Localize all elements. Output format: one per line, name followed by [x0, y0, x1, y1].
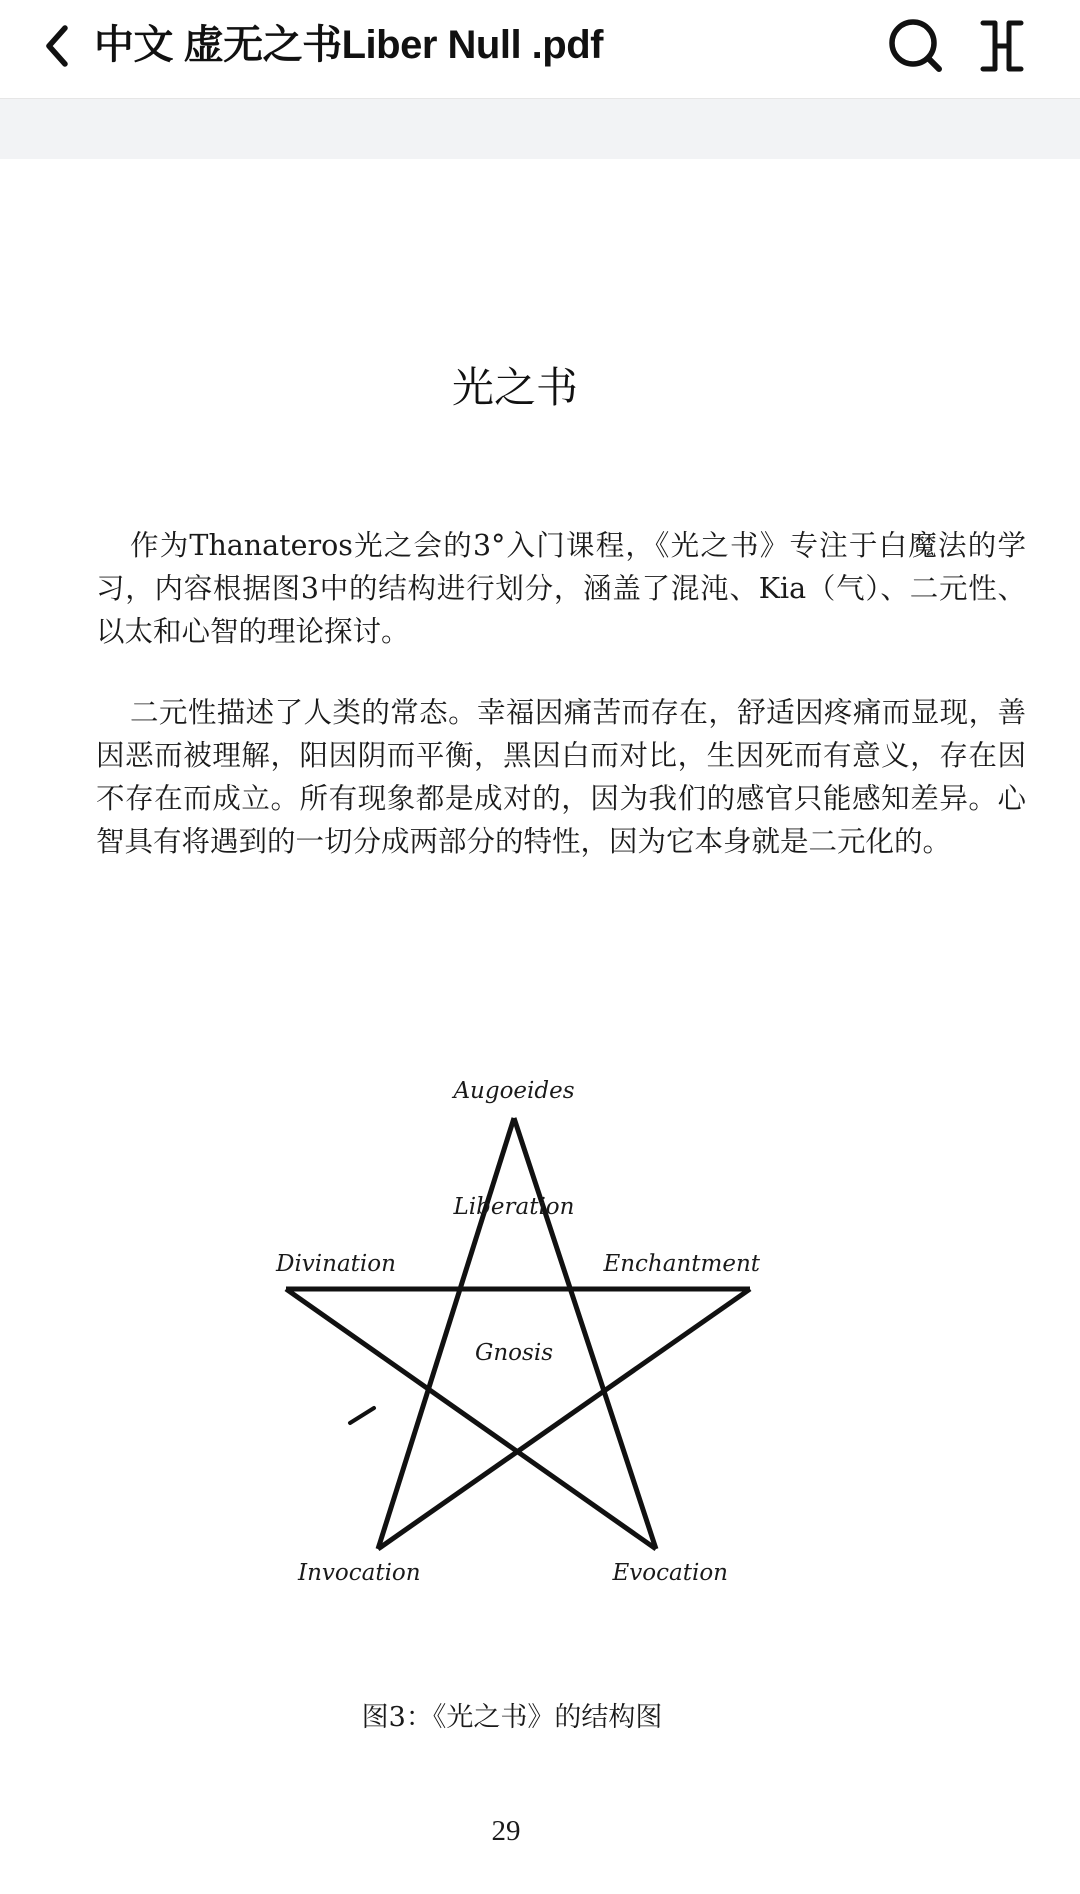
stray-mark — [350, 1408, 374, 1423]
search-icon — [886, 16, 946, 76]
pentagram-lines — [286, 1118, 750, 1549]
star-line — [378, 1289, 750, 1549]
label-evocation: Evocation — [612, 1560, 728, 1586]
search-button[interactable] — [880, 10, 952, 82]
back-button[interactable] — [28, 16, 88, 76]
label-divination: Divination — [276, 1251, 396, 1277]
label-enchantment: Enchantment — [603, 1251, 760, 1277]
label-invocation: Invocation — [298, 1560, 421, 1586]
paragraph-2: 二元性描述了人类的常态。幸福因痛苦而存在，舒适因疼痛而显现，善因恶而被理解，阳因阴而平衡，黑因白而对比，生因死而有意义，存在因不存在而成立。所有现象都是成对的，因为我们的感官只能感知差异。心智具有将遇到的一切分成两部分的特性，因为它本身就是二元化的。 — [96, 696, 1026, 858]
pentagram-diagram — [260, 1064, 780, 1594]
label-augoeides: Augoeides — [453, 1078, 575, 1104]
star-line — [286, 1289, 656, 1549]
page-number: 29 — [491, 1815, 521, 1847]
split-view-icon — [977, 18, 1027, 74]
split-view-button[interactable] — [966, 10, 1038, 82]
pdf-page — [0, 159, 1080, 1894]
figure-caption: 图3：《光之书》的结构图 — [361, 1702, 663, 1733]
star-line — [514, 1118, 656, 1549]
top-app-bar — [0, 0, 1080, 99]
paragraph-1: 作为Thanateros光之会的3°入门课程，《光之书》专注于白魔法的学习，内容根据图3中的结构进行划分，涵盖了混沌、Kia（气）、二元性、以太和心智的理论探讨。 — [96, 529, 1026, 648]
page-heading: 光之书 — [451, 363, 578, 412]
document-title: 中文 虚无之书Liber Null .pdf — [94, 23, 603, 67]
label-liberation: Liberation — [453, 1194, 575, 1220]
toolbar-separator-band — [0, 99, 1080, 159]
star-line — [378, 1118, 514, 1549]
chevron-left-icon — [41, 23, 75, 69]
label-gnosis: Gnosis — [475, 1340, 553, 1366]
